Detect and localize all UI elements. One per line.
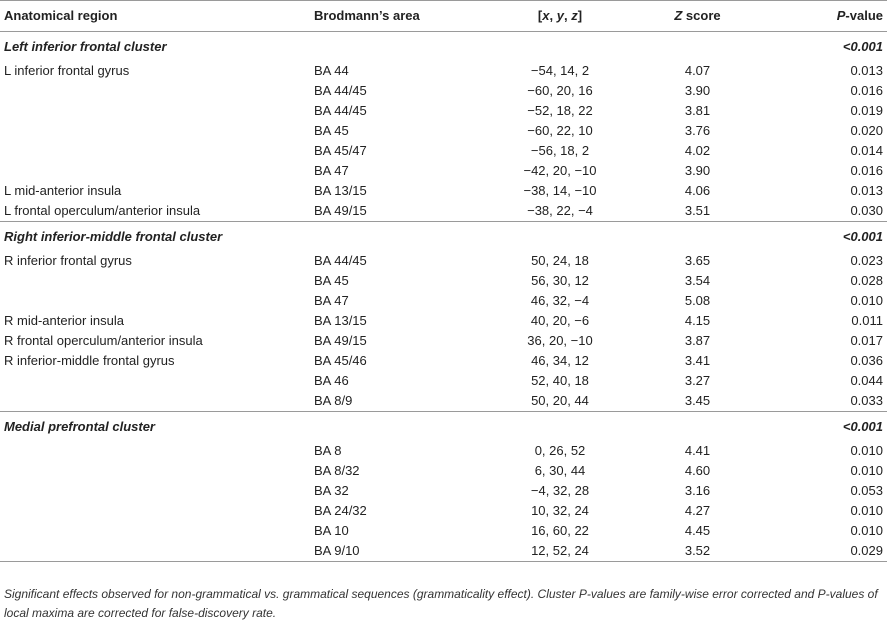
- table-row: [0, 481, 887, 501]
- cluster-heading-row: [0, 222, 887, 252]
- table-row: [0, 291, 887, 311]
- coordinates-cell: −38, 22, −4: [527, 203, 593, 218]
- table-row: [0, 311, 887, 331]
- z-score-cell: 4.27: [684, 503, 711, 518]
- brodmann-area-cell: BA 13/15: [314, 183, 367, 198]
- cluster-p-value: <0.001: [842, 39, 883, 54]
- anatomical-region-cell: R inferior-middle frontal gyrus: [4, 353, 175, 368]
- table-header: [0, 1, 887, 32]
- anatomical-region-cell: R mid-anterior insula: [4, 313, 124, 328]
- brodmann-area-cell: BA 32: [314, 483, 349, 498]
- z-score-cell: 4.15: [684, 313, 711, 328]
- p-value-cell: 0.020: [850, 123, 883, 138]
- anatomical-region-cell: [0, 291, 310, 311]
- table-row: [0, 331, 887, 351]
- p-value-cell: 0.033: [850, 393, 883, 408]
- table-row: [0, 121, 887, 141]
- p-value-cell: 0.019: [850, 103, 883, 118]
- header-z-score: [630, 1, 765, 32]
- p-value-cell: 0.053: [850, 483, 883, 498]
- cluster-name: Right inferior-middle frontal cluster: [0, 222, 765, 252]
- z-score-cell: 3.27: [684, 373, 711, 388]
- brodmann-area-cell: BA 45: [314, 123, 349, 138]
- p-value-cell: 0.013: [850, 183, 883, 198]
- coordinates-cell: 46, 34, 12: [531, 353, 589, 368]
- coordinates-cell: −56, 18, 2: [530, 143, 590, 158]
- coordinates-cell: 52, 40, 18: [531, 373, 589, 388]
- p-value-cell: 0.028: [850, 273, 883, 288]
- p-value-cell: 0.030: [850, 203, 883, 218]
- coordinates-cell: −38, 14, −10: [523, 183, 597, 198]
- table-row: [0, 371, 887, 391]
- coordinates-cell: 0, 26, 52: [534, 443, 586, 458]
- header-anatomical-region: Anatomical region: [0, 1, 310, 32]
- anatomical-region-cell: [0, 441, 310, 461]
- table-row: [0, 391, 887, 412]
- anatomical-region-cell: [0, 141, 310, 161]
- table-row: [0, 441, 887, 461]
- brodmann-area-cell: BA 44: [314, 63, 349, 78]
- p-value-cell: 0.036: [850, 353, 883, 368]
- z-score-cell: 3.45: [684, 393, 711, 408]
- anatomical-region-cell: L inferior frontal gyrus: [4, 63, 130, 78]
- z-score-cell: 3.65: [684, 253, 711, 268]
- p-value-cell: 0.016: [850, 83, 883, 98]
- coordinates-cell: −60, 22, 10: [527, 123, 593, 138]
- table-row: [0, 81, 887, 101]
- brodmann-area-cell: BA 47: [314, 163, 349, 178]
- coordinates-cell: 40, 20, −6: [530, 313, 590, 328]
- brodmann-area-cell: BA 24/32: [314, 503, 367, 518]
- z-score-cell: 3.52: [630, 541, 765, 562]
- table-row: [0, 61, 887, 81]
- brodmann-area-cell: BA 44/45: [314, 103, 367, 118]
- brodmann-area-cell: BA 49/15: [314, 333, 367, 348]
- z-score-cell: 3.51: [684, 203, 711, 218]
- z-score-cell: 3.54: [684, 273, 711, 288]
- brodmann-area-cell: BA 44/45: [314, 253, 367, 268]
- table-footnote: Significant effects observed for non-grammatical vs. grammatical sequences (grammaticality effect). Cluster P-values are family-wise error corrected and P-values of local maxima are corrected for false-discovery rate.: [4, 587, 878, 620]
- coordinates-cell: 56, 30, 12: [531, 273, 589, 288]
- table-row: [0, 251, 887, 271]
- coordinates-cell: 12, 52, 24: [490, 541, 630, 562]
- brodmann-area-cell: BA 8: [314, 443, 342, 458]
- coordinates-cell: 10, 32, 24: [531, 503, 589, 518]
- cluster-p-value: <0.001: [765, 412, 887, 442]
- z-score-cell: 4.06: [684, 183, 711, 198]
- cluster-heading-row: [0, 412, 887, 442]
- p-value-cell: 0.013: [850, 63, 883, 78]
- z-score-cell: 3.90: [684, 83, 711, 98]
- coordinates-cell: 50, 24, 18: [531, 253, 589, 268]
- cluster-heading-row: [0, 32, 887, 62]
- table-body: [0, 32, 887, 562]
- brodmann-area-cell: BA 44/45: [314, 83, 367, 98]
- coordinates-cell: 46, 32, −4: [530, 293, 590, 308]
- p-value-cell: 0.017: [850, 333, 883, 348]
- anatomical-region-cell: [0, 161, 310, 181]
- z-score-cell: 3.41: [684, 353, 711, 368]
- table-row: [0, 201, 887, 222]
- p-value-cell: 0.010: [850, 443, 883, 458]
- anatomical-region-cell: [0, 481, 310, 501]
- table-row: [0, 521, 887, 541]
- z-score-cell: 4.41: [684, 443, 711, 458]
- p-value-cell: 0.010: [850, 503, 883, 518]
- cluster-name: Medial prefrontal cluster: [0, 412, 765, 442]
- z-score-cell: 4.07: [684, 63, 711, 78]
- brodmann-area-cell: BA 9/10: [310, 541, 490, 562]
- table-row: [0, 351, 887, 371]
- p-value-cell: 0.016: [850, 163, 883, 178]
- anatomical-region-cell: [0, 501, 310, 521]
- z-score-cell: 4.02: [684, 143, 711, 158]
- p-value-cell: 0.044: [850, 373, 883, 388]
- z-score-cell: 4.45: [684, 523, 711, 538]
- coordinates-cell: 16, 60, 22: [531, 523, 589, 538]
- brodmann-area-cell: BA 46: [314, 373, 349, 388]
- z-score-cell: 3.87: [684, 333, 711, 348]
- p-value-cell: 0.023: [850, 253, 883, 268]
- anatomical-region-cell: [0, 371, 310, 391]
- brodmann-area-cell: BA 49/15: [314, 203, 367, 218]
- coordinates-cell: 50, 20, 44: [531, 393, 589, 408]
- z-score-cell: 3.76: [684, 123, 711, 138]
- coordinates-cell: −4, 32, 28: [530, 483, 590, 498]
- brodmann-area-cell: BA 10: [314, 523, 349, 538]
- anatomical-region-cell: [0, 541, 310, 562]
- brodmann-area-cell: BA 45/46: [314, 353, 367, 368]
- header-z-score-label: Z score: [674, 8, 721, 23]
- brodmann-area-cell: BA 45: [314, 273, 349, 288]
- header-coordinates: [490, 1, 630, 32]
- z-score-cell: 5.08: [684, 293, 711, 308]
- anatomical-region-cell: [0, 101, 310, 121]
- brodmann-area-cell: BA 45/47: [314, 143, 367, 158]
- coordinates-cell: 6, 30, 44: [534, 463, 586, 478]
- anatomical-region-cell: L mid-anterior insula: [4, 183, 122, 198]
- cluster-p-value: <0.001: [765, 222, 887, 252]
- z-score-cell: 3.90: [684, 163, 711, 178]
- header-coordinates-label: [x, y, z]: [537, 8, 583, 23]
- p-value-cell: 0.014: [850, 143, 883, 158]
- anatomical-region-cell: [0, 391, 310, 412]
- coordinates-cell: 36, 20, −10: [527, 333, 593, 348]
- brodmann-area-cell: BA 8/9: [314, 393, 353, 408]
- header-p-value-label: P-value: [836, 8, 883, 23]
- z-score-cell: 3.16: [684, 483, 711, 498]
- table-row: [0, 101, 887, 121]
- table-row: [0, 271, 887, 291]
- header-row: [0, 1, 887, 32]
- coordinates-cell: −52, 18, 22: [527, 103, 593, 118]
- z-score-cell: 3.81: [684, 103, 711, 118]
- brodmann-area-cell: BA 8/32: [314, 463, 360, 478]
- table-row: [0, 461, 887, 481]
- anatomical-region-cell: [0, 521, 310, 541]
- z-score-cell: 4.60: [684, 463, 711, 478]
- coordinates-cell: −42, 20, −10: [523, 163, 597, 178]
- cluster-name: Left inferior frontal cluster: [4, 39, 167, 54]
- anatomical-region-cell: [0, 81, 310, 101]
- table-row: [0, 181, 887, 201]
- anatomical-region-cell: R frontal operculum/anterior insula: [4, 333, 203, 348]
- anatomical-region-cell: [0, 271, 310, 291]
- anatomical-region-cell: L frontal operculum/anterior insula: [4, 203, 201, 218]
- p-value-cell: 0.011: [851, 313, 883, 328]
- brodmann-area-cell: BA 13/15: [314, 313, 367, 328]
- table-row: [0, 161, 887, 181]
- p-value-cell: 0.029: [765, 541, 887, 562]
- p-value-cell: 0.010: [850, 523, 883, 538]
- coordinates-cell: −60, 20, 16: [527, 83, 593, 98]
- anatomical-region-cell: [0, 461, 310, 481]
- coordinates-cell: −54, 14, 2: [530, 63, 590, 78]
- table-row: [0, 501, 887, 521]
- brodmann-area-cell: BA 47: [314, 293, 349, 308]
- table-row: [0, 541, 887, 562]
- p-value-cell: 0.010: [850, 293, 883, 308]
- table-row: [0, 141, 887, 161]
- p-value-cell: 0.010: [850, 463, 883, 478]
- header-p-value: [765, 1, 887, 32]
- anatomical-region-cell: [0, 121, 310, 141]
- anatomical-region-cell: R inferior frontal gyrus: [4, 253, 132, 268]
- header-brodmann-area: Brodmann’s area: [310, 1, 490, 32]
